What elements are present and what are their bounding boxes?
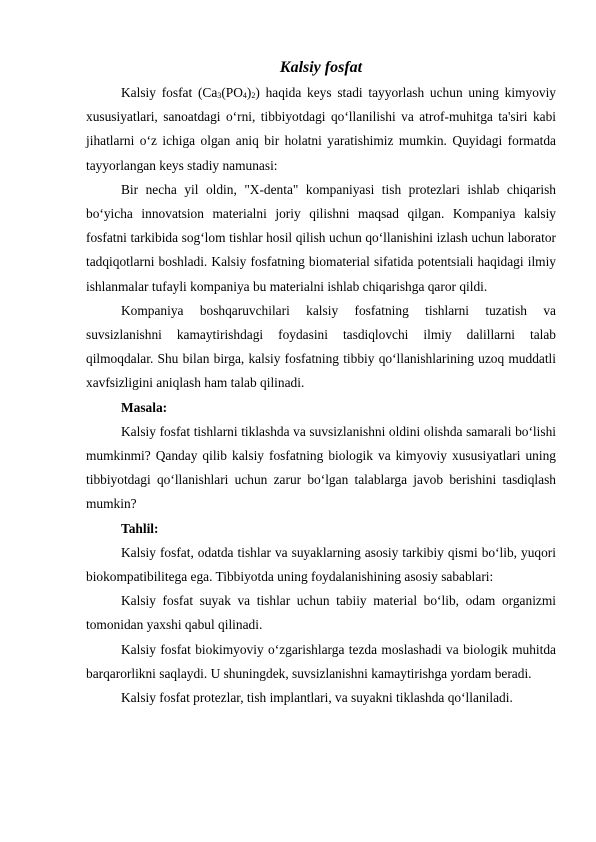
intro-paragraph [86,81,556,178]
section-heading-masala: Masala: [121,399,168,415]
formula-part-paren: ) [246,85,252,100]
paragraph-company-background: Bir necha yil oldin, "X-denta" kompaniyasi tish protezlari ishlab chiqarish bo‘yicha innovatsion materialni joriy qilishni maqsad qilgan. Kompaniya kalsiy fosfatni tarkibida sog‘lom tishlar hosil qilish uchun qo‘llanishini izlash uchun laborator tadqiqotlarni boshladi. Kalsiy fosfatning biomaterial sifatida potentsiali haqidagi ilmiy ishlanmalar tufayli kompaniya bu materialni ishlab chiqarishga qaror qildi. [86,181,556,294]
document-title: Kalsiy fosfat [279,59,363,76]
document-body [86,58,556,710]
paragraph-applications: Kalsiy fosfat protezlar, tish implantlari, va suyakni tiklashda qo‘llaniladi. [121,690,513,706]
paragraph-biochemical-stability: Kalsiy fosfat biokimyoviy o‘zgarishlarga tezda moslashadi va biologik muhitda barqarorlikni saqlaydi. U shuningdek, suvsizlanishni kamaytirishga yordam beradi. [86,641,556,681]
formula-part-po: (PO [221,85,243,100]
paragraph-problem: Kalsiy fosfat tishlarni tiklashda va suvsizlanishni oldini olishda samarali bo‘lishi mumkinmi? Qanday qilib kalsiy fosfatning biologik va kimyoviy xususiyatlari uning tibbiyotdagi qo‘llanishlari uchun zarur bo‘lgan talablarga javob berishini tasdiqlash mumkin? [86,423,556,512]
section-heading-tahlil: Tahlil: [121,520,159,536]
formula-subscript-3: 3 [217,91,222,100]
formula-subscript-2: 2 [251,91,256,100]
paragraph-analysis: Kalsiy fosfat, odatda tishlar va suyaklarning asosiy tarkibiy qismi bo‘lib, yuqori biokompatibilitega ega. Tibbiyotda uning foydalanishining asosiy sabablari: [86,544,556,585]
paragraph-management-requirements: Kompaniya boshqaruvchilari kalsiy fosfatning tishlarni tuzatish va suvsizlanishni kamaytirishdagi foydasini tasdiqlovchi ilmiy dalillarni talab qilmoqdalar. Shu bilan birga, kalsiy fosfatning tibbiy qo‘llanishlarining uzoq muddatli xavfsizligini aniqlash ham talab qilinadi. [86,302,556,391]
formula-subscript-4: 4 [242,91,247,100]
paragraph-natural-material: Kalsiy fosfat suyak va tishlar uchun tabiiy material bo‘lib, odam organizmi tomonidan yaxshi qabul qilinadi. [86,593,556,633]
intro-text-end: ) haqida keys stadi tayyorlash uchun uning kimyoviy xususiyatlari, sanoatdagi o‘rni, tibbiyotdagi qo‘llanilishi va atrof-muhitga ta'siri kabi jihatlarni o‘z ichiga olgan aniq bir holatni yaratishimiz mumkin. Quyidagi formatda tayyorlangan keys stadiy namunasi: [86,85,556,173]
intro-text-start: Kalsiy fosfat (Ca [121,85,218,100]
